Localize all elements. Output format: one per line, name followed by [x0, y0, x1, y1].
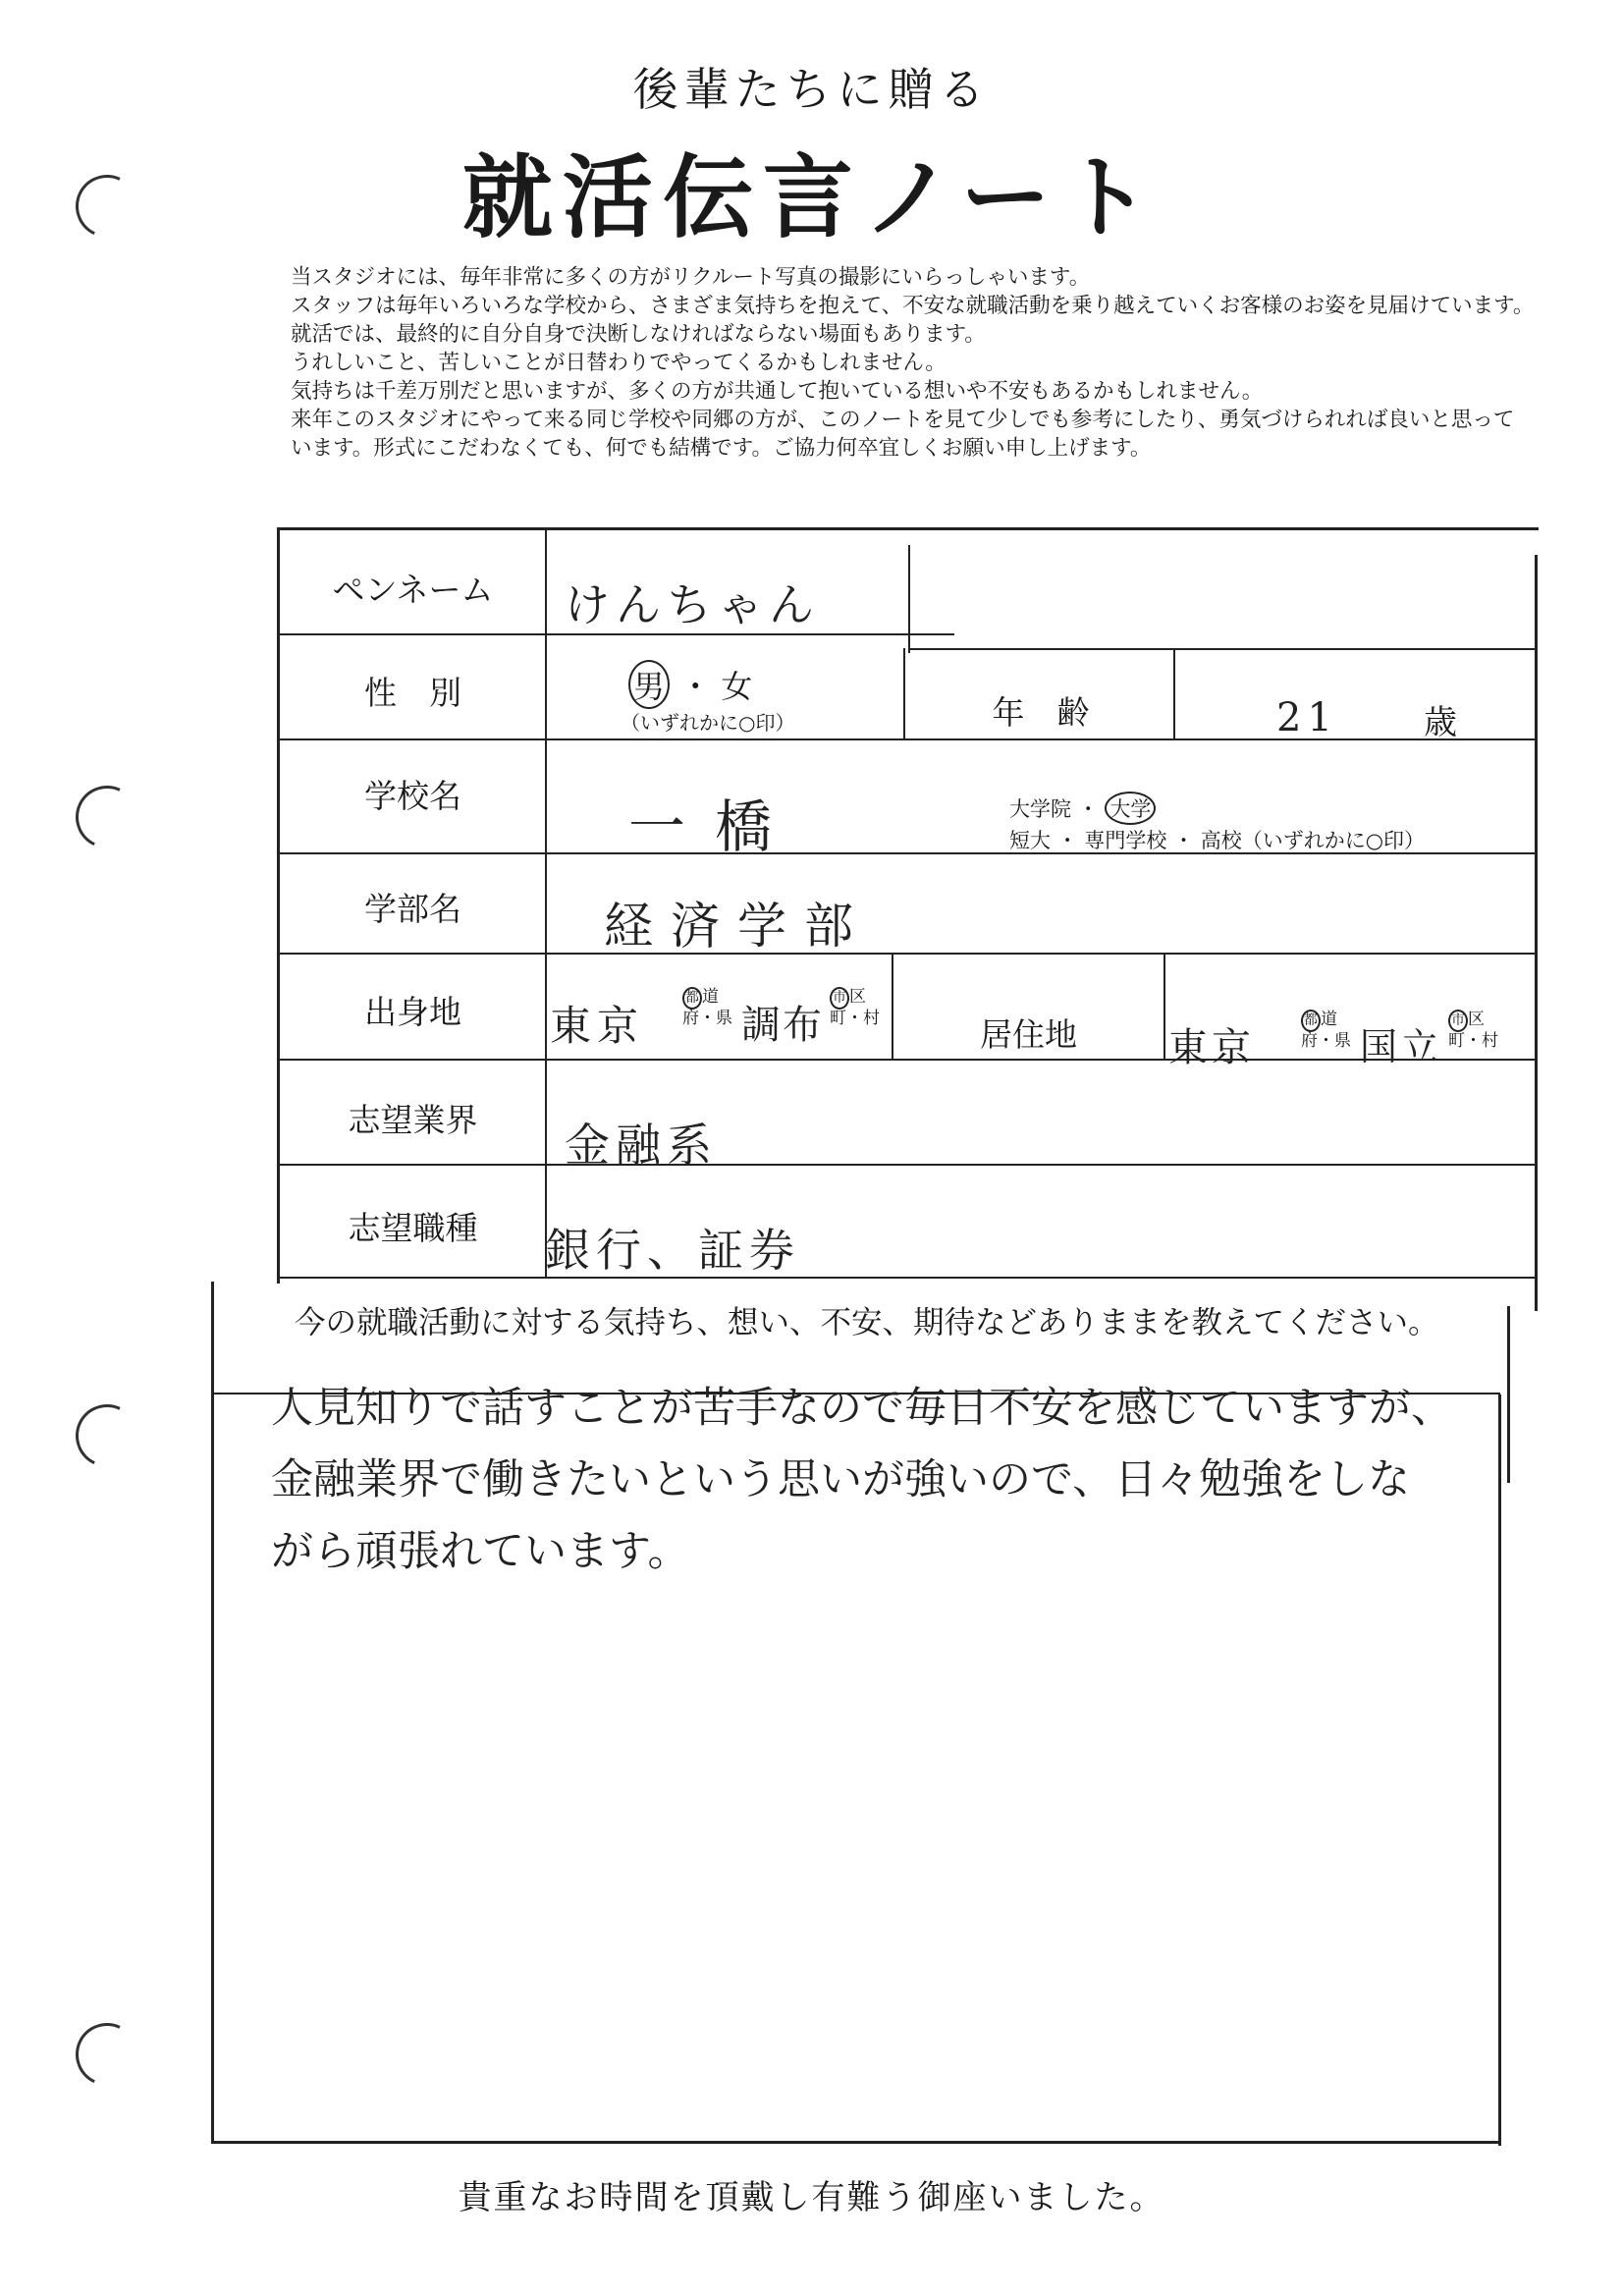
school-label: 学校名	[364, 777, 461, 815]
residence-pref-suffix	[1301, 1010, 1351, 1051]
page-title: 就活伝言ノート	[461, 145, 1162, 250]
intro-line: 就活では、最終的に自分自身で決断しなければならない場面もあります。	[291, 322, 986, 347]
answer-border-left	[211, 1282, 214, 2144]
age-label: 年 齢	[992, 693, 1090, 732]
row-line	[277, 1164, 1537, 1166]
hometown-city-suffix	[830, 987, 880, 1028]
row-line	[277, 1277, 1537, 1279]
intro-line: スタッフは毎年いろいろな学校から、さまざま気持ちを抱えて、不安な就職活動を乗り越えていくお客様のお姿を見届けています。	[291, 294, 1535, 318]
answer-line: がら頑張れています。	[271, 1527, 690, 1576]
gender-note: （いずれかに○印）	[621, 711, 795, 735]
pen-name-value[interactable]: けんちゃん	[565, 578, 820, 631]
pen-name-label: ペンネーム	[332, 571, 494, 609]
row-line	[277, 738, 1537, 740]
intro-line: 当スタジオには、毎年非常に多くの方がリクルート写真の撮影にいらっしゃいます。	[291, 265, 1091, 290]
school-value[interactable]: 一橋	[628, 793, 802, 860]
page-subtitle: 後輩たちに贈る	[632, 63, 991, 116]
table-border-right-lower	[1507, 1306, 1510, 1483]
question-prompt: 今の就職活動に対する気持ち、想い、不安、期待などありままを教えてください。	[295, 1305, 1439, 1340]
residence-pref[interactable]: 東京	[1168, 1025, 1255, 1070]
punch-hole-2	[67, 777, 147, 857]
faculty-label: 学部名	[364, 890, 461, 928]
answer-border-bottom	[211, 2141, 1501, 2144]
school-type-sep: ・	[1077, 797, 1099, 821]
intro-text	[291, 263, 1616, 463]
school-type-university-circled[interactable]: 大学	[1105, 792, 1156, 825]
residence-city-opt: 区	[1468, 1010, 1485, 1029]
school-type-graduate: 大学院	[1009, 797, 1071, 821]
col-divider	[908, 545, 910, 653]
residence-city-opt2: 町・村	[1448, 1031, 1498, 1051]
age-unit: 歳	[1424, 703, 1457, 742]
intro-line: 来年このスタジオにやって来る同じ学校や同郷の方が、このノートを見て少しでも参考にしたり、勇気づけられれば良いと思って	[291, 408, 1515, 432]
residence-city[interactable]: 国立	[1360, 1025, 1443, 1068]
answer-line: 金融業界で働きたいという思いが強いので、日々勉強をしな	[271, 1455, 1411, 1504]
residence-pref-opt2: 府・県	[1301, 1031, 1351, 1051]
hometown-pref-opt2: 府・県	[682, 1009, 732, 1028]
gender-label: 性 別	[364, 674, 461, 712]
footer-thanks: 貴重なお時間を頂戴し有難う御座いました。	[458, 2178, 1165, 2217]
job-value[interactable]: 銀行、証券	[545, 1224, 800, 1277]
col-divider	[1163, 953, 1165, 1059]
answer-border-right	[1498, 1394, 1501, 2146]
hometown-pref-opt: 道	[702, 987, 719, 1007]
intro-line: います。形式にこだわなくても、何でも結構です。ご協力何卒宜しくお願い申し上げます。	[291, 436, 1152, 461]
hometown-pref[interactable]: 東京	[550, 1002, 645, 1050]
age-value[interactable]: 21	[1276, 695, 1338, 740]
residence-city-suffix	[1448, 1010, 1498, 1051]
label-divider	[545, 530, 547, 1277]
job-label: 志望職種	[348, 1209, 478, 1247]
hometown-city-opt2: 町・村	[830, 1009, 880, 1028]
col-divider	[892, 953, 893, 1059]
gender-female[interactable]: 女	[721, 668, 753, 705]
answer-text[interactable]	[271, 1373, 1488, 1588]
table-border-right	[1535, 555, 1538, 1311]
hometown-pref-suffix	[682, 987, 732, 1028]
col-divider	[1173, 648, 1175, 738]
intro-line: うれしいこと、苦しいことが日替わりでやってくるかもしれません。	[291, 351, 947, 375]
gender-separator: ・	[679, 668, 712, 705]
hometown-city-opt: 区	[849, 987, 866, 1007]
residence-label: 居住地	[980, 1015, 1077, 1054]
punch-hole-4	[67, 2014, 147, 2095]
hometown-city-circled[interactable]: 市	[830, 987, 849, 1010]
intro-line: 気持ちは千差万別だと思いますが、多くの方が共通して抱いている想いや不安もあるかもしれません。	[291, 379, 1264, 404]
col-divider	[903, 648, 905, 738]
row-line	[908, 648, 1537, 650]
residence-city-circled[interactable]: 市	[1448, 1010, 1468, 1032]
hometown-pref-circled[interactable]: 都	[682, 987, 702, 1010]
industry-label: 志望業界	[348, 1101, 478, 1139]
row-line	[277, 953, 1537, 955]
punch-hole-3	[67, 1395, 147, 1476]
school-type-line1	[1009, 792, 1156, 825]
table-border-left	[277, 527, 280, 1284]
hometown-city[interactable]: 調布	[741, 1003, 824, 1048]
row-line	[277, 1059, 1537, 1061]
school-type-line2: 短大 ・ 専門学校 ・ 高校（いずれかに○印）	[1009, 829, 1426, 852]
industry-value[interactable]: 金融系	[565, 1119, 718, 1172]
gender-male-circled[interactable]: 男	[628, 660, 670, 709]
hometown-label: 出身地	[364, 993, 461, 1031]
faculty-value[interactable]: 経済学部	[604, 898, 871, 955]
residence-pref-opt: 道	[1321, 1010, 1337, 1029]
answer-line: 人見知りで話すことが苦手なので毎日不安を感じていますが、	[271, 1384, 1453, 1433]
table-border-top	[277, 527, 1539, 530]
gender-options[interactable]	[628, 660, 752, 709]
residence-pref-circled[interactable]: 都	[1301, 1010, 1321, 1032]
